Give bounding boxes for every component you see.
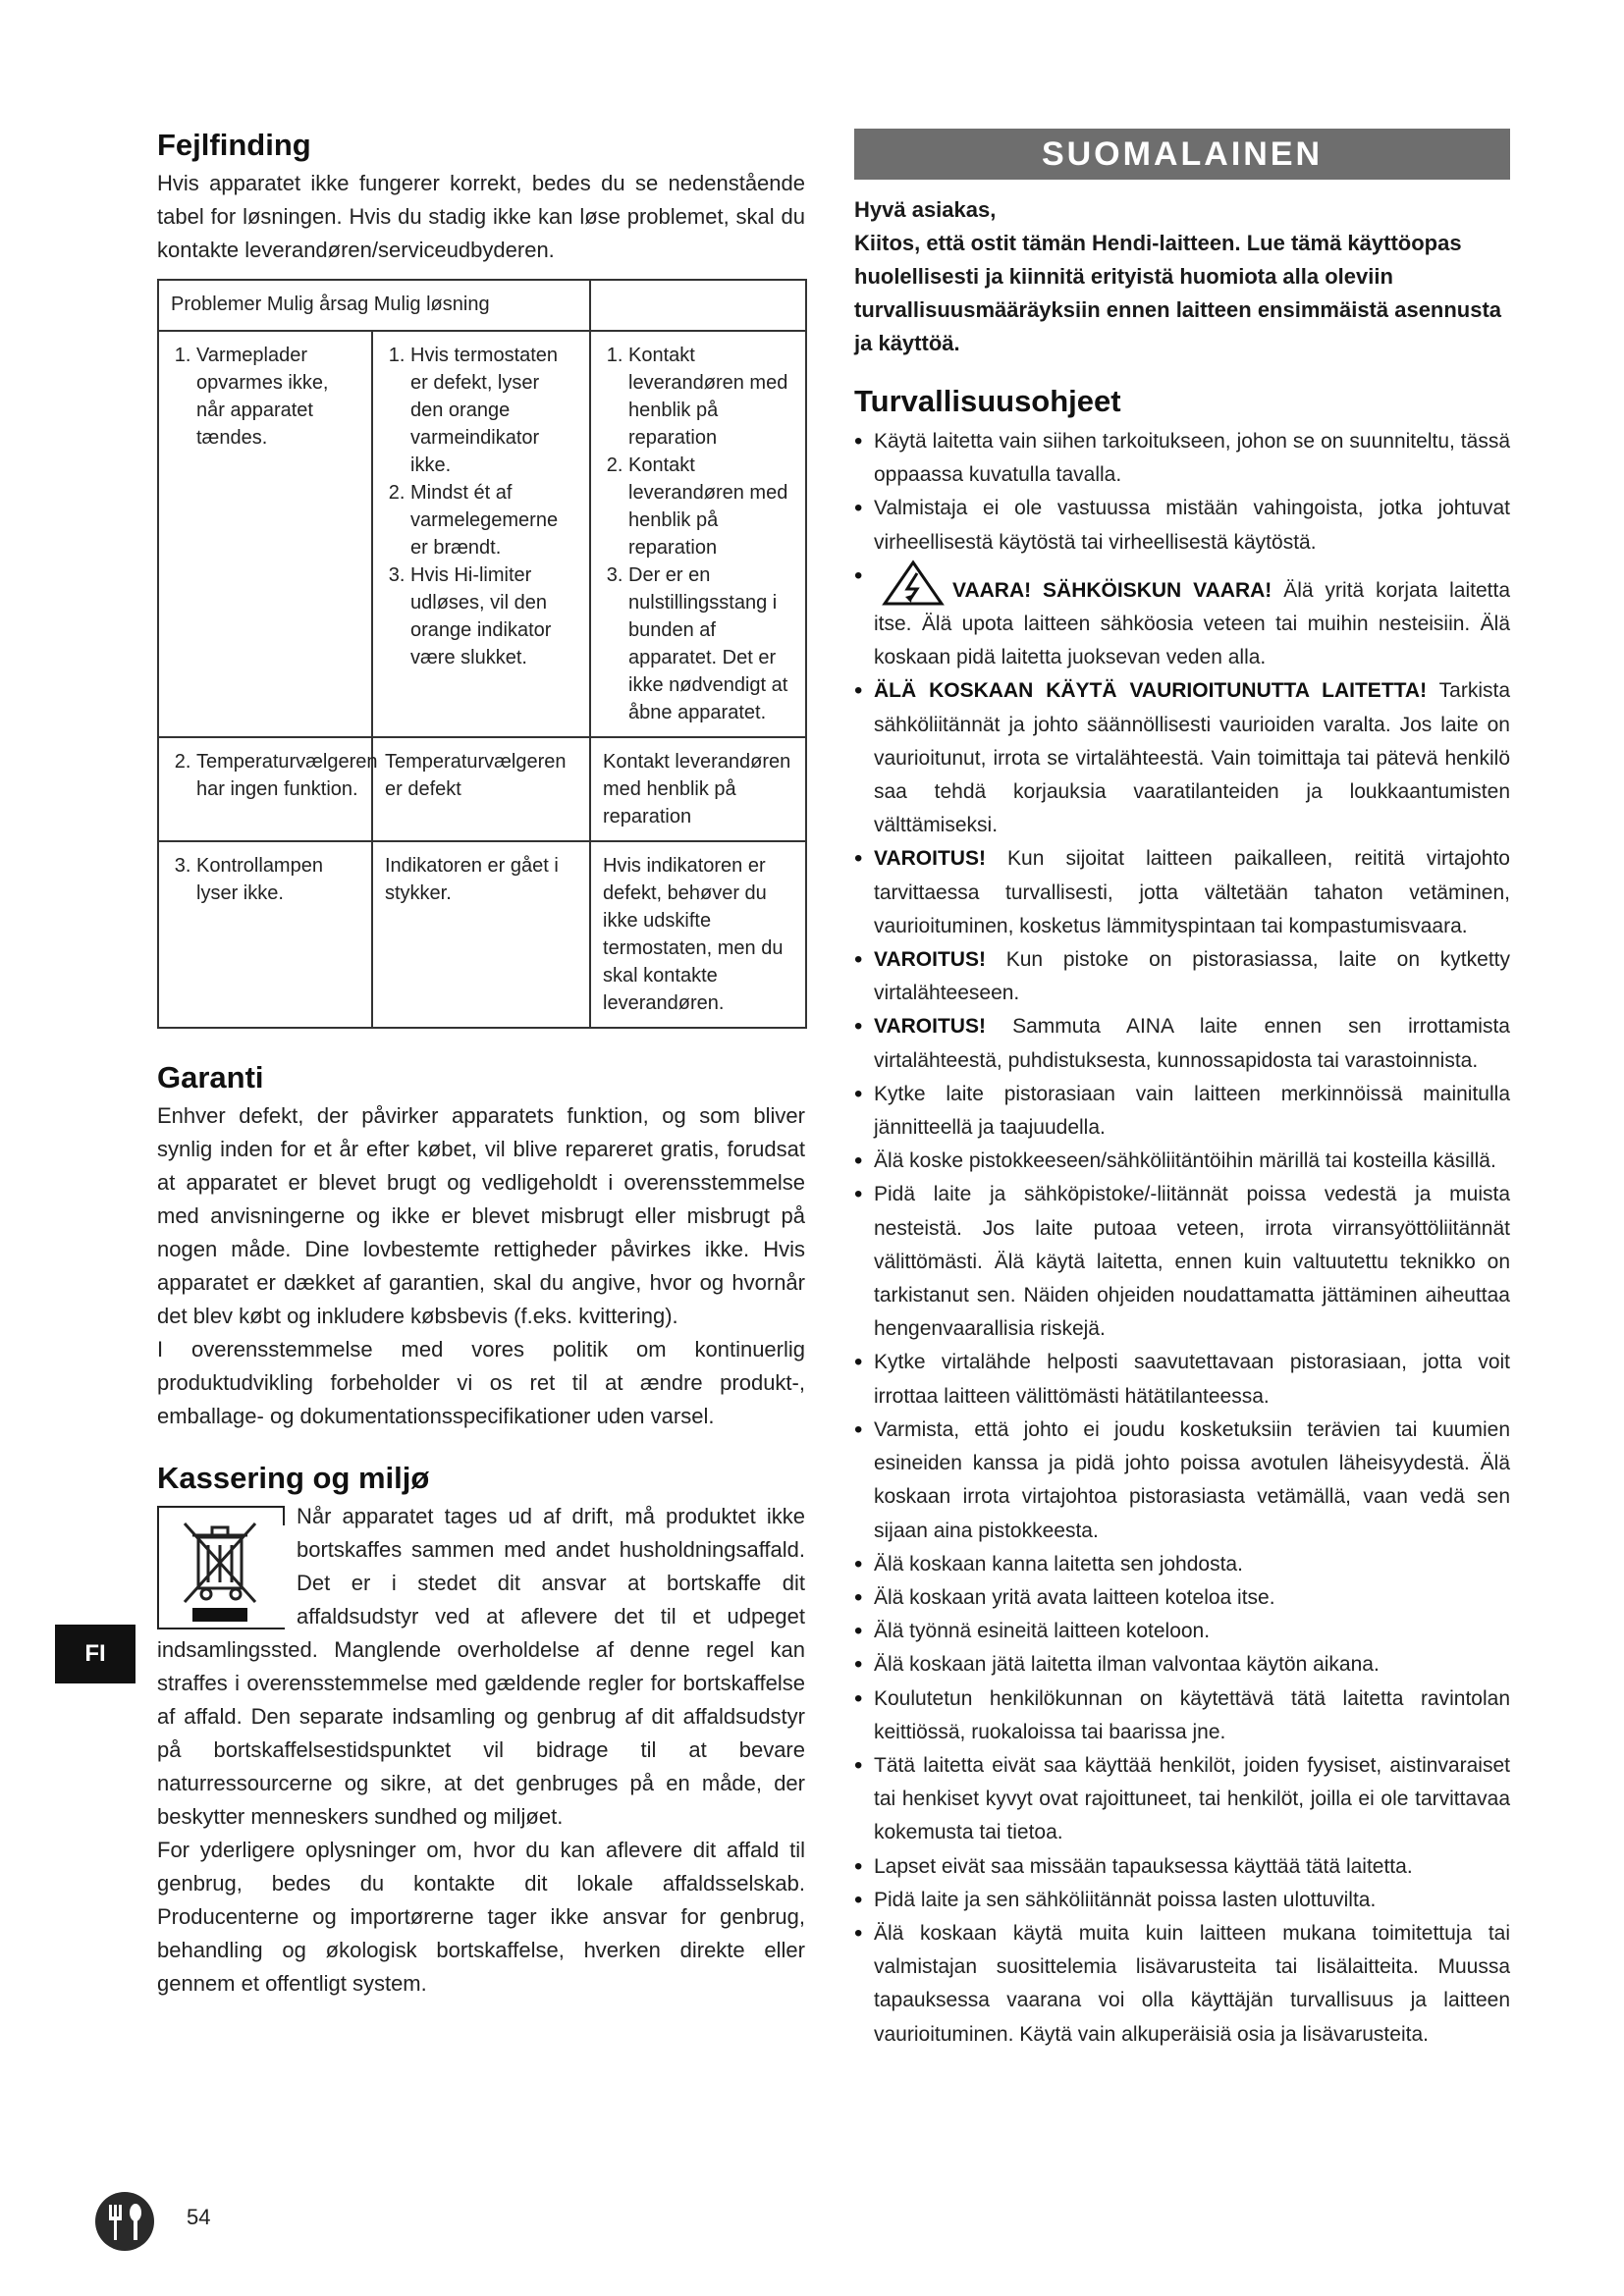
list-item: • Lapset eivät saa missään tapauksessa käyttää tätä laitetta.	[854, 1850, 1510, 1884]
list-item: • Kytke virtalähde helposti saavutettavaan pistorasiaan, jotta voit irrottaa laitteen välittömästi hätätilanteessa.	[854, 1346, 1510, 1413]
list-item: • VAARA! SÄHKÖISKUN VAARA! Älä yritä korjata laitetta itse. Älä upota laitteen sähköosia veteen tai muihin nesteisiin. Älä koskaan pidä laitetta juoksevan veden alla.	[854, 560, 1510, 675]
table-cell-cause: Temperaturvælgeren er defekt	[372, 737, 590, 841]
safety-heading: Turvallisuusohjeet	[854, 384, 1121, 418]
list-item: • Kytke laite pistorasiaan vain laitteen merkinnöissä mainitulla jännitteellä ja taajuudella.	[854, 1078, 1510, 1145]
page-number: 54	[187, 2205, 211, 2229]
list-item: • Älä työnnä esineitä laitteen koteloon.	[854, 1615, 1510, 1648]
troubleshooting-table	[157, 279, 807, 1029]
greeting: Hyvä asiakas,	[854, 197, 997, 222]
list-item: • Älä koske pistokkeeseen/sähköliitäntöihin märillä tai kosteilla käsillä.	[854, 1145, 1510, 1178]
table-cell-cause	[372, 331, 590, 737]
list-item: • Älä koskaan kanna laitetta sen johdosta.	[854, 1548, 1510, 1581]
list-item: • Älä koskaan jätä laitetta ilman valvontaa käytön aikana.	[854, 1648, 1510, 1682]
table-header: Problemer Mulig årsag Mulig løsning	[158, 280, 590, 331]
solution-text: 2. Kontakt leverandøren med henblik på reparation	[628, 452, 793, 561]
table-cell-solution: Hvis indikatoren er defekt, behøver du ikke udskifte termostaten, men du skal kontakte leverandøren.	[590, 841, 806, 1028]
safety-list	[854, 425, 1510, 2052]
garanti-heading: Garanti	[157, 1060, 264, 1095]
table-cell-problem	[158, 841, 372, 1028]
table-cell-solution	[590, 331, 806, 737]
language-banner: SUOMALAINEN	[854, 129, 1510, 180]
table-cell-solution: Kontakt leverandøren med henblik på reparation	[590, 737, 806, 841]
cause-text: 2. Mindst ét af varmelegemerne er brændt.	[410, 479, 577, 561]
weee-bin-icon	[157, 1506, 285, 1633]
kassering-heading: Kassering og miljø	[157, 1461, 430, 1495]
list-item: • Käytä laitetta vain siihen tarkoitukseen, johon se on suunniteltu, tässä oppaassa kuvatulla tavalla.	[854, 425, 1510, 492]
language-side-tab: FI	[55, 1625, 135, 1683]
table-cell-problem	[158, 331, 372, 737]
left-column	[157, 126, 805, 2001]
kassering-paragraph-1: Når apparatet tages ud af drift, må produktet ikke bortskaffes sammen med andet husholdningsaffald. Det er i stedet dit ansvar at bortskaffe dit affaldsudstyr ved at aflevere det til et udpeget indsamlingssted. Manglende overholdelse af denne regel kan straffes i overensstemmelse med gældende regler for bortskaffelse af affald. Den separate indsamling og genbrug af dit affaldsudstyr på bortskaffelsestidspunktet vil bidrage til at bevare naturressourcerne og sikre, at det genbruges på en måde, der beskytter menneskers sundhed og miljøet.	[157, 1504, 805, 1829]
list-item: • Älä koskaan käytä muita kuin laitteen mukana toimitettuja tai valmistajan suosittelemia lisävarusteita tai lisälaitteita. Muussa tapauksessa vaarana voi olla käyttäjän turvallisuus ja laitteen vaurioituminen. Käytä vain alkuperäisiä osia ja lisävarusteita.	[854, 1917, 1510, 2052]
table-row	[158, 331, 806, 737]
table-header-row	[158, 280, 806, 331]
right-column	[854, 126, 1510, 2052]
solution-text: 3. Der er en nulstillingsstang i bunden af apparatet. Det er ikke nødvendigt at åbne apparatet.	[628, 561, 793, 726]
table-cell-problem	[158, 737, 378, 841]
list-item: • Älä koskaan yritä avata laitteen koteloa itse.	[854, 1581, 1510, 1615]
cause-text: 1. Hvis termostaten er defekt, lyser den orange varmeindikator ikke.	[410, 342, 577, 479]
garanti-paragraph-2: I overensstemmelse med vores politik om kontinuerlig produktudvikling forbeholder vi os ret til at ændre produkt-, emballage- og dokumentationsspecifikationer uden varsel.	[157, 1337, 805, 1428]
table-header-empty	[590, 280, 806, 331]
fejlfinding-heading: Fejlfinding	[157, 128, 311, 162]
electric-hazard-icon	[882, 560, 945, 607]
intro-text: Kiitos, että ostit tämän Hendi-laitteen. Lue tämä käyttöopas huolellisesti ja kiinnitä erityistä huomiota alla oleviin turvallisuusmääräyksiin ennen laitteen ensimmäistä asennusta ja käyttöä.	[854, 231, 1502, 355]
list-item: • Pidä laite ja sen sähköliitännät poissa lasten ulottuvilta.	[854, 1884, 1510, 1917]
kassering-block	[157, 1500, 805, 2001]
fejlfinding-intro: Hvis apparatet ikke fungerer korrekt, bedes du se nedenstående tabel for løsningen. Hvis du stadig ikke kan løse problemet, skal du kontakte leverandøren/serviceudbyderen.	[157, 171, 805, 262]
list-item: • Koulutetun henkilökunnan on käytettävä tätä laitetta ravintolan keittiössä, ruokaloissa tai baarissa jne.	[854, 1682, 1510, 1749]
list-item: • ÄLÄ KOSKAAN KÄYTÄ VAURIOITUNUTTA LAITETTA! Tarkista sähköliitännät ja johto säännöllisesti vaurioiden varalta. Jos laite on vaurioitunut, irrota se virtalähteestä. Vain toimittaja tai pätevä henkilö saa tehdä korjauksia vaaratilanteiden ja loukkaantumisten välttämiseksi.	[854, 674, 1510, 842]
list-item: • VAROITUS! Kun sijoitat laitteen paikalleen, reititä virtajohto tarvittaessa turvallisesti, jotta vältetään tahaton vetäminen, vaurioituminen, kosketus lämmityspintaan tai kompastumisvaara.	[854, 842, 1510, 943]
kassering-paragraph-2: For yderligere oplysninger om, hvor du kan aflevere dit affald til genbrug, bedes du kontakte dit lokale affaldsselskab. Producenterne og importørerne tager ikke ansvar for genbrug, behandling og økologisk bortskaffelse, hverken direkte eller gennem et offentligt system.	[157, 1838, 805, 1996]
table-row	[158, 841, 806, 1028]
list-item: • VAROITUS! Sammuta AINA laite ennen sen irrottamista virtalähteestä, puhdistuksesta, kunnossapidosta tai varastoinnista.	[854, 1010, 1510, 1077]
cause-text: 3. Hvis Hi-limiter udløses, vil den orange indikator være slukket.	[410, 561, 577, 671]
table-cell-cause: Indikatoren er gået i stykker.	[372, 841, 590, 1028]
list-item: • VAROITUS! Kun pistoke on pistorasiassa, laite on kytketty virtalähteeseen.	[854, 943, 1510, 1010]
list-item: • Tätä laitetta eivät saa käyttää henkilöt, joiden fyysiset, aistinvaraiset tai henkiset kyvyt ovat rajoittuneet, tai henkilöt, joilla ei ole tarvittavaa kokemusta tai tietoa.	[854, 1749, 1510, 1850]
crossed-bin-icon	[157, 1506, 285, 1633]
problem-text: 1. Varmeplader opvarmes ikke, når apparatet tændes.	[196, 342, 359, 452]
list-item: • Varmista, että johto ei joudu kosketuksiin terävien tai kuumien esineiden kanssa ja pidä johto poissa avotulen läheisyydestä. Älä koskaan irrota virtajohtoa pistorasiasta vetämällä, vaan vedä sen sijaan aina pistokkeesta.	[854, 1414, 1510, 1548]
garanti-paragraph-1: Enhver defekt, der påvirker apparatets funktion, og som bliver synlig inden for et år efter købet, vil blive repareret gratis, forudsat at apparatet er blevet brugt og vedligeholdt i overensstemmelse med anvisningerne og ikke er blevet misbrugt eller misbrugt på nogen måde. Dine lovbestemte rettigheder påvirkes ikke. Hvis apparatet er dækket af garantien, skal du angive, hvor og hvornår det blev købt og inkludere købsbevis (f.eks. kvittering).	[157, 1103, 805, 1328]
problem-text: 3. Kontrollampen lyser ikke.	[196, 852, 359, 907]
list-item: • Valmistaja ei ole vastuussa mistään vahingoista, jotka johtuvat virheellisestä käytöstä tai virheellisestä käytöstä.	[854, 492, 1510, 559]
problem-text: 2. Temperaturvælgeren har ingen funktion.	[196, 748, 359, 803]
cutlery-logo-icon	[94, 2191, 155, 2252]
solution-text: 1. Kontakt leverandøren med henblik på reparation	[628, 342, 793, 452]
table-row	[158, 737, 806, 841]
list-item: • Pidä laite ja sähköpistoke/-liitännät poissa vedestä ja muista nesteistä. Jos laite putoaa veteen, irrota virransyöttöliitännät välittömästi. Älä käytä laitetta, ennen kuin valtuutettu teknikko on tarkistanut sen. Näiden ohjeiden noudattamatta jättäminen aiheuttaa hengenvaarallisia riskejä.	[854, 1178, 1510, 1346]
